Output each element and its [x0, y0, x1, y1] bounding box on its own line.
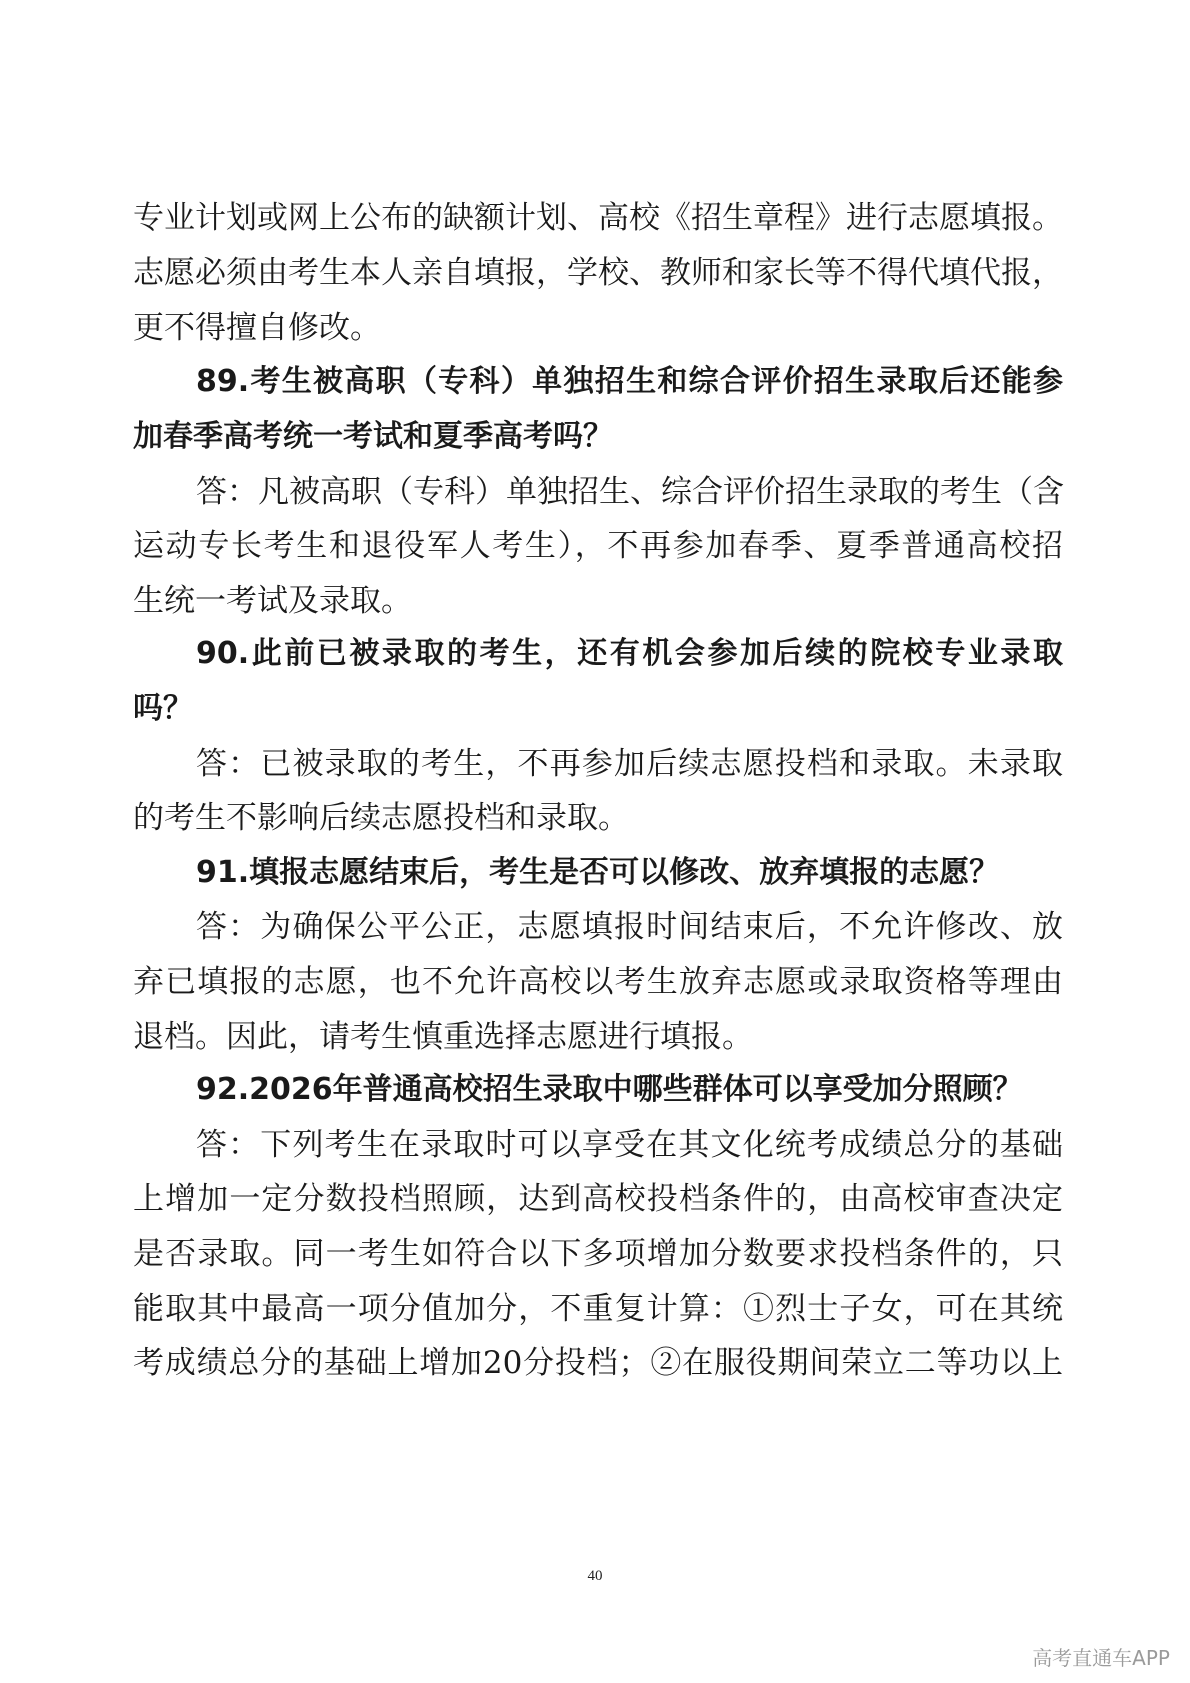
- answer-line: 运动专长考生和退役军人考生），不再参加春季、夏季普通高校招: [133, 528, 1063, 564]
- answer-line: 上增加一定分数投档照顾，达到高校投档条件的，由高校审查决定: [133, 1181, 1063, 1217]
- answer-line: 答：已被录取的考生，不再参加后续志愿投档和录取。未录取: [196, 746, 1063, 782]
- answer-line: 是否录取。同一考生如符合以下多项增加分数要求投档条件的，只: [133, 1236, 1063, 1272]
- answer-line: 答：下列考生在录取时可以享受在其文化统考成绩总分的基础: [196, 1127, 1063, 1163]
- paragraph-line: 更不得擅自修改。: [133, 310, 381, 346]
- question-heading: 89.考生被高职（专科）单独招生和综合评价招生录取后还能参: [196, 364, 1063, 399]
- question-heading: 92.2026年普通高校招生录取中哪些群体可以享受加分照顾？: [196, 1072, 1023, 1107]
- question-heading: 91.填报志愿结束后，考生是否可以修改、放弃填报的志愿？: [196, 855, 1000, 890]
- answer-line: 退档。因此，请考生慎重选择志愿进行填报。: [133, 1019, 753, 1055]
- watermark: 高考直通车APP: [1032, 1646, 1170, 1670]
- answer-line: 能取其中最高一项分值加分，不重复计算：①烈士子女，可在其统: [133, 1291, 1063, 1327]
- question-heading: 90.此前已被录取的考生，还有机会参加后续的院校专业录取: [196, 636, 1063, 671]
- answer-line: 生统一考试及录取。: [133, 583, 412, 619]
- answer-line: 答：为确保公平公正，志愿填报时间结束后，不允许修改、放: [196, 909, 1063, 945]
- answer-line: 考成绩总分的基础上增加20分投档；②在服役期间荣立二等功以上: [133, 1345, 1063, 1381]
- page-number: 40: [587, 1568, 603, 1584]
- paragraph-line: 志愿必须由考生本人亲自填报，学校、教师和家长等不得代填代报，: [133, 255, 1063, 291]
- answer-line: 弃已填报的志愿，也不允许高校以考生放弃志愿或录取资格等理由: [133, 964, 1063, 1000]
- paragraph-line: 专业计划或网上公布的缺额计划、高校《招生章程》进行志愿填报。: [133, 200, 1063, 236]
- question-heading: 加春季高考统一考试和夏季高考吗？: [133, 419, 613, 454]
- answer-line: 的考生不影响后续志愿投档和录取。: [133, 800, 629, 836]
- question-heading: 吗？: [133, 691, 193, 726]
- answer-line: 答：凡被高职（专科）单独招生、综合评价招生录取的考生（含: [196, 474, 1064, 510]
